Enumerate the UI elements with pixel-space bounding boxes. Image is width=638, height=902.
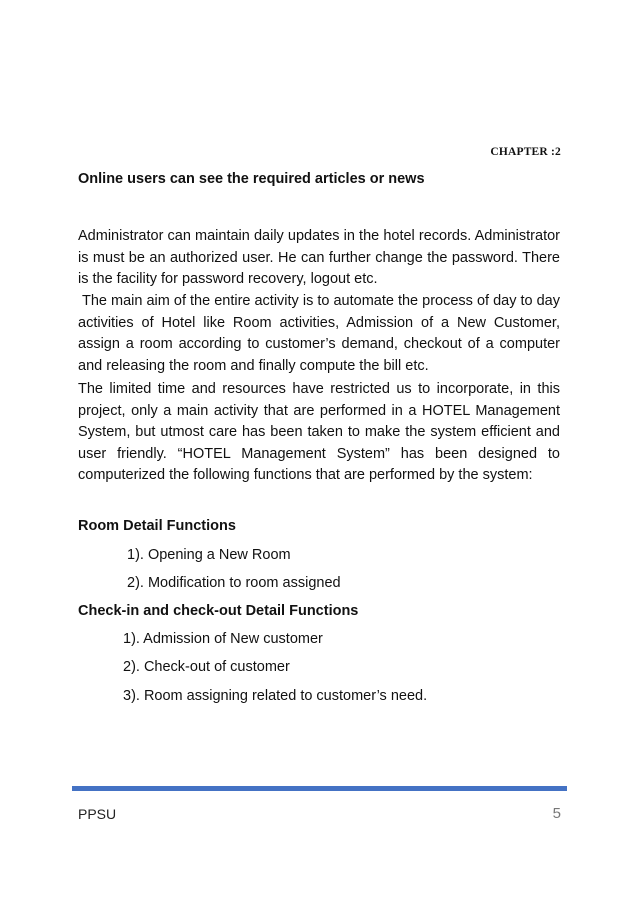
footer-rule	[72, 786, 567, 791]
paragraph-limited-time: The limited time and resources have restricted us to incorporate, in this project, only a main activity that are performed in a HOTEL Management System, but utmost care has been taken to make the system efficient and user friendly. “HOTEL Management System” has been designed to computerized the following functions that are performed by the system:	[78, 381, 560, 483]
paragraph-administrator: Administrator can maintain daily updates in the hotel records. Administrator is must be an authorized user. He can further change the password. There is the facility for password recovery, logout etc.	[78, 228, 560, 287]
footer-label: PPSU	[78, 806, 117, 822]
list-item: 2). Modification to room assigned	[127, 575, 341, 591]
list-item: 1). Admission of New customer	[123, 631, 323, 647]
list-item: 2). Check-out of customer	[123, 659, 290, 675]
page-number: 5	[552, 805, 561, 822]
list-item: 3). Room assigning related to customer’s need.	[123, 688, 428, 704]
checkin-detail-heading: Check-in and check-out Detail Functions	[78, 603, 359, 619]
room-detail-heading: Room Detail Functions	[78, 518, 236, 534]
list-item: 1). Opening a New Room	[127, 547, 291, 563]
paragraph-main-aim: The main aim of the entire activity is to automate the process of day to day activities of Hotel like Room activities, Admission of a New Customer, assign a room according to customer’s demand, checkout of a computer and releasing the room and finally compute the bill etc.	[78, 293, 560, 374]
online-users-heading: Online users can see the required articles or news	[78, 171, 425, 187]
chapter-label: CHAPTER :2	[490, 146, 561, 158]
